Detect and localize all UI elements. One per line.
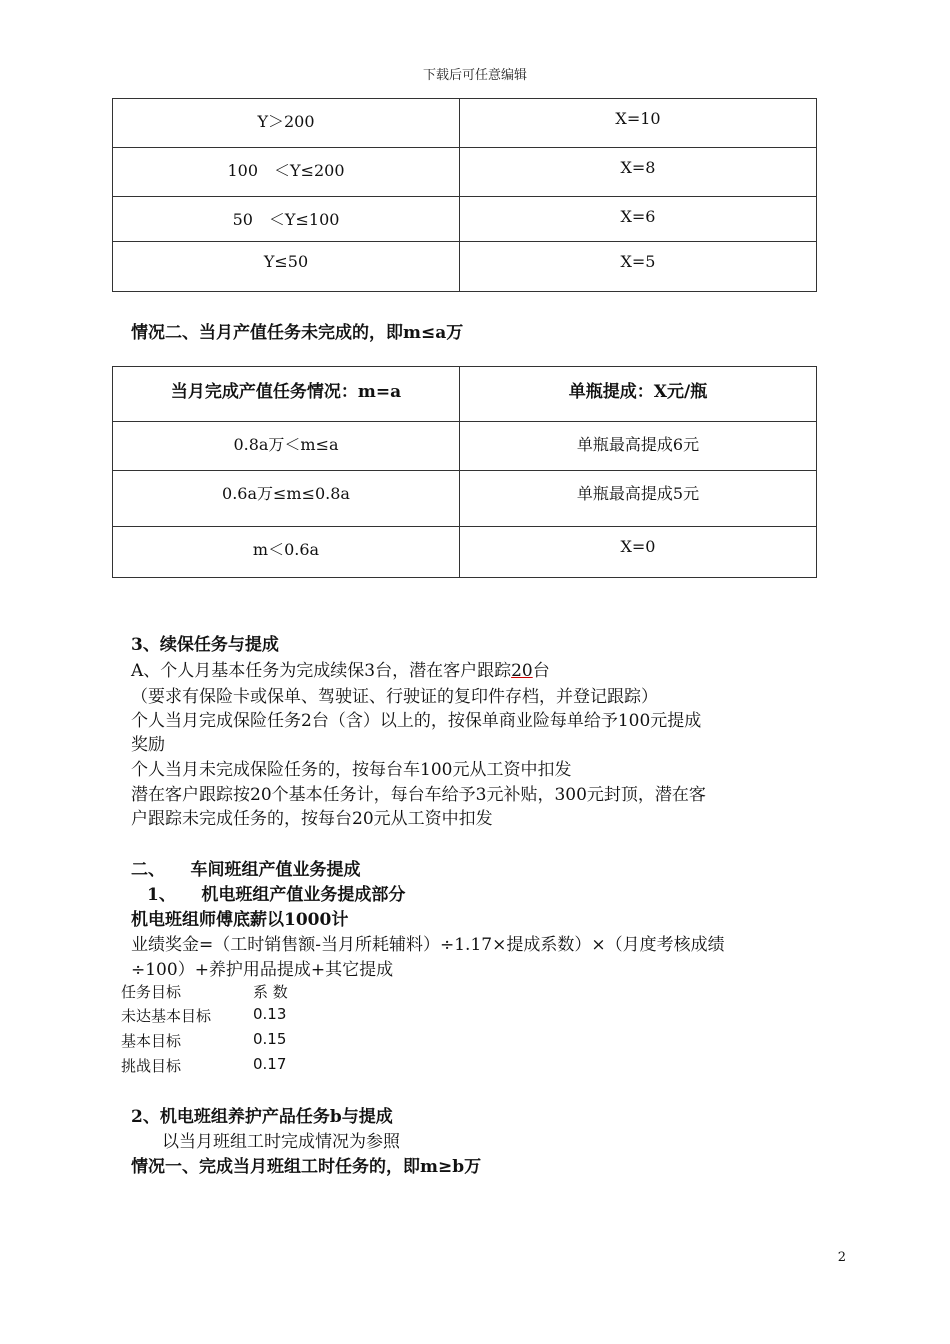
section-two-sub1: 1、 机电班组产值业务提成部分 xyxy=(147,885,406,905)
table2-cell: 0.6a万≤m≤0.8a xyxy=(113,471,460,527)
table1-cell: X=6 xyxy=(460,197,817,242)
table2-cell: 单瓶最高提成5元 xyxy=(460,471,817,527)
table-row xyxy=(113,197,817,242)
coef-row-label: 挑战目标 xyxy=(121,1057,182,1075)
section-b-title: 2、机电班组养护产品任务b与提成 xyxy=(131,1107,393,1127)
commission-table-2 xyxy=(112,366,817,578)
table1-cell: Y＞200 xyxy=(113,99,460,148)
table-row xyxy=(113,148,817,197)
table-row xyxy=(113,99,817,148)
table1-cell: X=10 xyxy=(460,99,817,148)
section3-line-a-suffix: 台 xyxy=(532,661,550,681)
coef-row-value: 0.17 xyxy=(253,1055,287,1073)
section3-line-a-num: 20 xyxy=(511,661,533,681)
table2-cell: X=0 xyxy=(460,527,817,578)
page-header: 下载后可任意编辑 xyxy=(422,68,527,83)
table-header-row xyxy=(113,367,817,422)
table1-cell: Y≤50 xyxy=(113,242,460,292)
table1-cell: 100 ＜Y≤200 xyxy=(113,148,460,197)
section-b-case1: 情况一、完成当月班组工时任务的，即m≥b万 xyxy=(131,1157,482,1177)
section3-line: （要求有保险卡或保单、驾驶证、行驶证的复印件存档，并登记跟踪） xyxy=(131,687,658,707)
table2-cell: m＜0.6a xyxy=(113,527,460,578)
section3-line: 户跟踪未完成任务的，按每台20元从工资中扣发 xyxy=(131,809,493,829)
section-two-base: 机电班组师傅底薪以1000计 xyxy=(131,910,349,930)
commission-table-1 xyxy=(112,98,817,292)
coef-row-value: 0.13 xyxy=(253,1005,287,1023)
section3-line: 潜在客户跟踪按20个基本任务计，每台车给予3元补贴，300元封顶，潜在客 xyxy=(131,785,706,805)
coef-row-label: 未达基本目标 xyxy=(121,1007,212,1025)
coef-header-target: 任务目标 xyxy=(121,983,182,1001)
section3-line-a xyxy=(131,656,550,681)
section3-line: 个人当月未完成保险任务的，按每台车100元从工资中扣发 xyxy=(131,760,572,780)
table1-cell: X=5 xyxy=(460,242,817,292)
section3-line-a-prefix: A、个人月基本任务为完成续保3台，潜在客户跟踪 xyxy=(131,661,512,681)
table1-cell: X=8 xyxy=(460,148,817,197)
table1-cell: 50 ＜Y≤100 xyxy=(113,197,460,242)
table-row xyxy=(113,422,817,471)
coef-row-label: 基本目标 xyxy=(121,1032,182,1050)
table2-header: 当月完成产值任务情况：m=a xyxy=(113,367,460,422)
table-row xyxy=(113,527,817,578)
table2-cell: 单瓶最高提成6元 xyxy=(460,422,817,471)
section3-title: 3、续保任务与提成 xyxy=(131,635,279,655)
coef-header-value: 系 数 xyxy=(253,983,288,1001)
case2-title: 情况二、当月产值任务未完成的，即m≤a万 xyxy=(131,323,464,343)
page-number: 2 xyxy=(837,1250,846,1265)
section-two-formula-2: ÷100）+养护用品提成+其它提成 xyxy=(131,960,394,980)
table-row xyxy=(113,242,817,292)
section3-line: 个人当月完成保险任务2台（含）以上的，按保单商业险每单给予100元提成 xyxy=(131,711,702,731)
coef-row-value: 0.15 xyxy=(253,1030,287,1048)
section-two-title: 二、 车间班组产值业务提成 xyxy=(131,860,361,880)
section-b-ref: 以当月班组工时完成情况为参照 xyxy=(162,1132,400,1152)
section-two-formula-1: 业绩奖金=（工时销售额-当月所耗辅料）÷1.17×提成系数）×（月度考核成绩 xyxy=(131,935,725,955)
table-row xyxy=(113,471,817,527)
table2-cell: 0.8a万＜m≤a xyxy=(113,422,460,471)
table2-header: 单瓶提成：X元/瓶 xyxy=(460,367,817,422)
section3-line: 奖励 xyxy=(131,735,165,755)
